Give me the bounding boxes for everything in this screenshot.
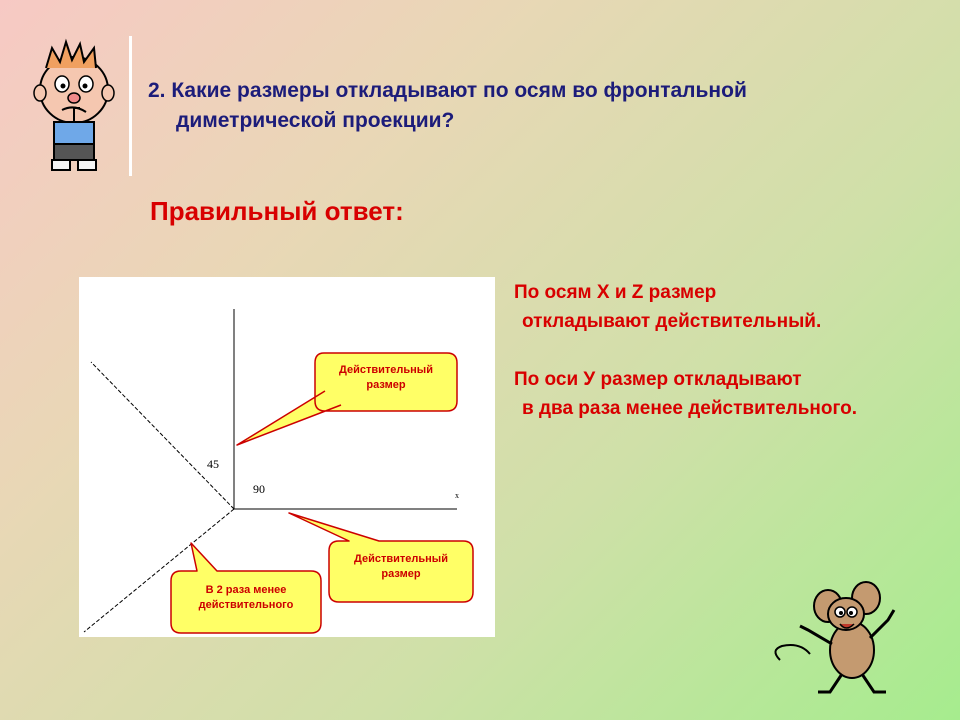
title-divider bbox=[129, 36, 132, 176]
angle-45-label: 45 bbox=[207, 457, 219, 471]
dancing-mouse-illustration bbox=[770, 580, 910, 700]
answer-p1-line1: По осям X и Z размер bbox=[514, 282, 717, 303]
callout-left-line2: действительного bbox=[198, 599, 294, 611]
answer-p2-line1: По оси У размер откладывают bbox=[514, 369, 802, 390]
callout-left-text bbox=[171, 583, 321, 613]
answer-p1-line2: откладывают действительный. bbox=[522, 311, 822, 332]
dimetric-diagram bbox=[79, 277, 495, 637]
callout-top-line2: размер bbox=[366, 379, 406, 391]
callout-right-text bbox=[329, 552, 473, 582]
y-axis-back bbox=[91, 362, 234, 509]
question-line1: 2. Какие размеры откладывают по осям во фронтальной bbox=[148, 79, 747, 102]
thinking-boy-illustration bbox=[30, 38, 118, 176]
callout-top-line1: Действительный bbox=[339, 364, 433, 376]
callout-right-line2: размер bbox=[381, 568, 421, 580]
question bbox=[148, 76, 928, 136]
angle-90-label: 90 bbox=[253, 482, 265, 496]
x-axis-label: x bbox=[455, 491, 459, 500]
question-line2: диметрической проекции? bbox=[176, 109, 455, 132]
callout-right-line1: Действительный bbox=[354, 553, 448, 565]
answer-title: Правильный ответ: bbox=[150, 196, 404, 226]
callout-left-line1: В 2 раза менее bbox=[205, 584, 287, 596]
answer-text bbox=[514, 278, 954, 423]
callout-top-text bbox=[315, 363, 457, 393]
answer-p2-line2: в два раза менее действительного. bbox=[522, 398, 858, 419]
